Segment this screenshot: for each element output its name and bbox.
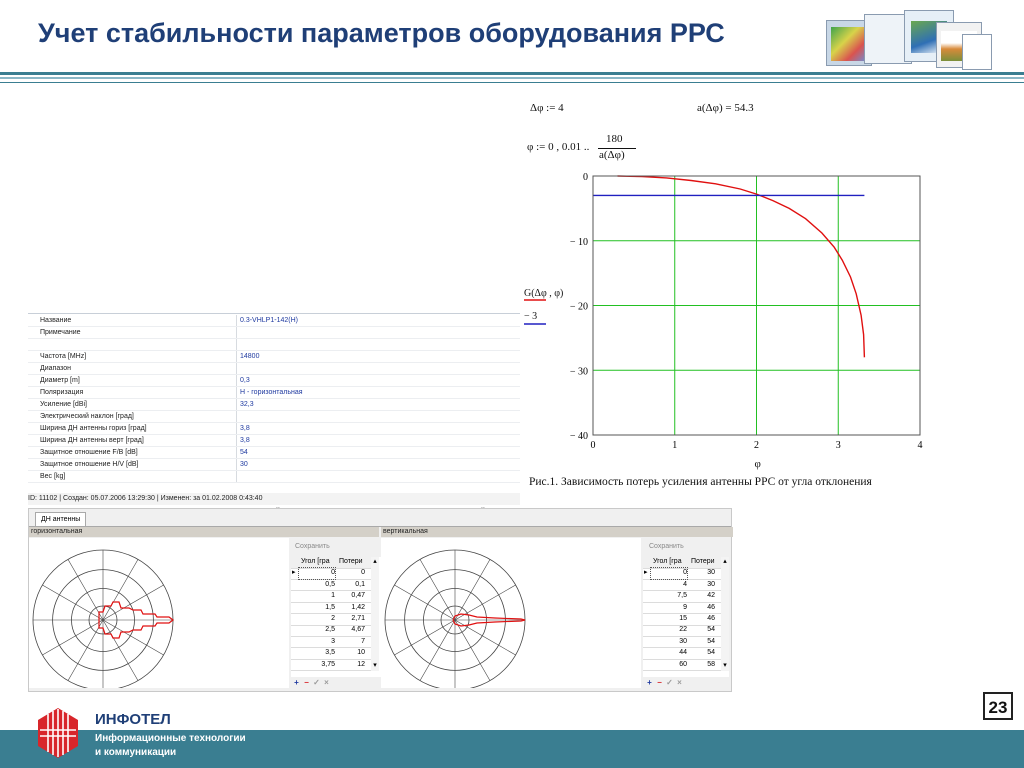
- column-separator: [236, 387, 237, 398]
- formula-a-value: a(Δφ) = 54.3: [697, 102, 754, 114]
- column-header-angle[interactable]: Угол [гра: [301, 558, 330, 565]
- table-header: [291, 557, 371, 569]
- brand-tagline-line2: и коммуникации: [95, 747, 177, 758]
- cell-angle[interactable]: 2: [331, 615, 335, 622]
- property-row[interactable]: [28, 339, 520, 351]
- y-tick-label: − 30: [569, 366, 588, 378]
- cell-angle[interactable]: 1,5: [325, 603, 335, 611]
- vertical-table-toolbar: [645, 678, 705, 688]
- property-label: Защитное отношение F/B [dB]: [40, 449, 138, 456]
- column-separator: [236, 363, 237, 374]
- property-label: Частота [MHz]: [40, 353, 87, 360]
- vertical-polar-plot: [381, 538, 641, 688]
- table-row[interactable]: [643, 660, 721, 672]
- y-tick-label: − 40: [569, 431, 588, 442]
- property-row[interactable]: [28, 375, 520, 387]
- column-separator: [236, 447, 237, 458]
- table-row[interactable]: [291, 568, 371, 580]
- table-scrollbar[interactable]: [371, 557, 379, 671]
- thumbnail-dialog: [962, 34, 992, 70]
- antenna-pattern-panel: [28, 508, 732, 692]
- property-row[interactable]: [28, 411, 520, 423]
- add-row-icon[interactable]: +: [294, 678, 299, 687]
- table-row[interactable]: [643, 625, 721, 637]
- property-value: H - горизонтальная: [240, 389, 303, 396]
- property-label: Электрический наклон [град]: [40, 413, 134, 420]
- property-value: 0,3: [240, 377, 250, 384]
- cell-loss[interactable]: 10: [357, 649, 365, 657]
- delete-row-icon[interactable]: −: [657, 678, 662, 687]
- legend-label-minus3: − 3: [524, 311, 538, 322]
- table-row[interactable]: [643, 637, 721, 649]
- property-value: 3,8: [240, 425, 250, 432]
- screenshot-thumbnails: [826, 10, 992, 72]
- table-row[interactable]: [643, 591, 721, 603]
- property-label: Поляризация: [40, 389, 84, 396]
- header-rule-dark: [0, 72, 1024, 75]
- cell-angle[interactable]: 3: [331, 637, 335, 645]
- cell-loss[interactable]: 0,47: [351, 592, 365, 600]
- cell-angle[interactable]: 30: [679, 637, 687, 645]
- scroll-down-icon[interactable]: ▾: [723, 662, 727, 669]
- column-separator: [236, 399, 237, 410]
- cell-angle[interactable]: 9: [683, 603, 687, 611]
- cell-loss[interactable]: 4,67: [351, 626, 365, 634]
- column-separator: [236, 327, 237, 338]
- property-value: 0.3-VHLP1-142(H): [240, 317, 298, 324]
- brand-tagline-line1: Информационные технологии: [95, 733, 246, 744]
- table-row[interactable]: [291, 625, 371, 637]
- cancel-icon[interactable]: ×: [677, 678, 682, 687]
- add-row-icon[interactable]: +: [647, 678, 652, 687]
- table-row[interactable]: [643, 648, 721, 660]
- table-row[interactable]: [291, 580, 371, 592]
- table-row[interactable]: [643, 603, 721, 615]
- cell-loss[interactable]: 46: [707, 603, 715, 611]
- chart-caption: Рис.1. Зависимость потерь усиления антенны РРС от угла отклонения: [529, 476, 872, 488]
- apply-icon[interactable]: ✓: [666, 678, 673, 687]
- cell-angle[interactable]: 0: [299, 568, 335, 579]
- cell-loss[interactable]: 0,1: [355, 580, 365, 588]
- property-row[interactable]: [28, 423, 520, 435]
- property-label: Название: [40, 317, 72, 324]
- column-separator: [236, 351, 237, 362]
- cell-loss[interactable]: 30: [707, 580, 715, 588]
- horizontal-pattern-table: [291, 557, 381, 677]
- delete-row-icon[interactable]: −: [304, 678, 309, 687]
- cell-loss[interactable]: 7: [361, 637, 365, 645]
- cell-angle[interactable]: 60: [679, 660, 687, 668]
- property-value: 30: [240, 461, 248, 468]
- property-row[interactable]: [28, 351, 520, 363]
- formula-delta-phi: Δφ := 4: [530, 102, 564, 114]
- column-separator: [236, 375, 237, 386]
- table-row[interactable]: [291, 660, 371, 672]
- scroll-up-icon[interactable]: ▴: [723, 558, 727, 565]
- slide-title: Учет стабильности параметров оборудования РРС: [38, 18, 725, 48]
- x-tick-label: 3: [835, 440, 841, 451]
- table-row[interactable]: [291, 648, 371, 660]
- property-label: Защитное отношение H/V [dB]: [40, 461, 139, 468]
- x-tick-label: 2: [754, 440, 759, 451]
- property-label: Примечание: [40, 329, 81, 336]
- column-separator: [236, 411, 237, 422]
- property-label: Диапазон: [40, 365, 72, 372]
- cell-angle[interactable]: 3,5: [325, 649, 335, 657]
- infotel-hexagon-logo: [34, 706, 82, 760]
- save-button-horizontal[interactable]: Сохранить: [295, 543, 330, 550]
- property-value: 3,8: [240, 437, 250, 444]
- property-label: Ширина ДН антенны гориз [град]: [40, 425, 147, 432]
- save-button-vertical[interactable]: Сохранить: [649, 543, 684, 550]
- vertical-pattern-header: вертикальная: [381, 527, 733, 537]
- horizontal-table-toolbar: [292, 678, 352, 688]
- cell-angle[interactable]: 3,75: [321, 660, 335, 668]
- property-label: Диаметр [m]: [40, 377, 80, 384]
- cell-loss[interactable]: 30: [707, 569, 715, 577]
- column-separator: [236, 435, 237, 446]
- page-number: 23: [983, 692, 1013, 720]
- y-tick-label: − 10: [569, 236, 588, 248]
- x-tick-label: 4: [917, 440, 923, 451]
- table-header: [643, 557, 721, 569]
- tab-antenna-pattern[interactable]: ДН антенны: [35, 512, 86, 526]
- header-rule-thin: [0, 82, 1024, 83]
- y-tick-label: − 20: [569, 301, 588, 313]
- property-row[interactable]: [28, 459, 520, 471]
- cell-loss[interactable]: 54: [707, 649, 715, 657]
- cell-loss[interactable]: 0: [361, 569, 365, 577]
- column-separator: [236, 339, 237, 350]
- formula-phi-range: φ := 0 , 0.01 ..: [527, 141, 590, 153]
- table-row[interactable]: [291, 614, 371, 626]
- property-row[interactable]: [28, 447, 520, 459]
- property-value: 14800: [240, 353, 260, 360]
- cell-loss[interactable]: 12: [357, 660, 365, 668]
- property-row[interactable]: [28, 471, 520, 483]
- cell-loss[interactable]: 54: [707, 637, 715, 645]
- vertical-pattern-table: [643, 557, 729, 677]
- property-row[interactable]: [28, 387, 520, 399]
- x-tick-label: 1: [672, 440, 678, 451]
- horizontal-polar-plot: [29, 538, 289, 688]
- column-separator: [236, 471, 237, 482]
- formula-numerator: 180: [606, 133, 623, 145]
- header-rule-light: [0, 77, 1024, 79]
- property-value: 54: [240, 449, 248, 456]
- property-label: Ширина ДН антенны верт [град]: [40, 437, 144, 444]
- formula-denominator: a(Δφ): [599, 149, 625, 161]
- column-separator: [236, 315, 237, 326]
- brand-name: ИНФОТЕЛ: [95, 711, 171, 728]
- current-row-marker-icon: ▸: [292, 569, 296, 577]
- y-tick-label: 0: [583, 172, 588, 183]
- table-row[interactable]: [643, 568, 721, 580]
- cell-angle[interactable]: 4: [683, 580, 687, 588]
- horizontal-pattern-header: горизонтальная: [29, 527, 379, 537]
- current-row-marker-icon: ▸: [644, 569, 648, 577]
- column-header-angle[interactable]: Угол [гра: [653, 558, 682, 565]
- column-separator: [236, 423, 237, 434]
- column-header-loss[interactable]: Потери: [339, 558, 363, 565]
- table-row[interactable]: [643, 580, 721, 592]
- cell-loss[interactable]: 46: [707, 615, 715, 622]
- property-row[interactable]: [28, 327, 520, 339]
- property-row[interactable]: [28, 363, 520, 375]
- record-status-bar: ID: 11102 | Создан: 05.07.2006 13:29:30 | Изменен: за 01.02.2008 0:43:40: [28, 493, 520, 505]
- column-separator: [236, 459, 237, 470]
- column-header-loss[interactable]: Потери: [691, 558, 715, 565]
- cell-angle[interactable]: 15: [679, 615, 687, 622]
- table-scrollbar[interactable]: [721, 557, 729, 671]
- property-row[interactable]: [28, 315, 520, 327]
- property-label: Усиление [dBi]: [40, 401, 87, 408]
- legend-label-gain: G(Δφ , φ): [524, 288, 564, 299]
- table-row[interactable]: [291, 603, 371, 615]
- cell-loss[interactable]: 2,71: [351, 615, 365, 622]
- x-tick-label: 0: [590, 440, 596, 451]
- cell-angle[interactable]: 22: [679, 626, 687, 634]
- property-row[interactable]: [28, 399, 520, 411]
- cell-angle[interactable]: 44: [679, 649, 687, 657]
- table-row[interactable]: [291, 591, 371, 603]
- property-value: 32,3: [240, 401, 254, 408]
- cell-angle[interactable]: 7,5: [677, 592, 687, 600]
- property-row[interactable]: [28, 435, 520, 447]
- cell-loss[interactable]: 54: [707, 626, 715, 634]
- gain-loss-chart: [518, 168, 938, 473]
- cell-loss[interactable]: 42: [707, 592, 715, 600]
- table-row[interactable]: [291, 637, 371, 649]
- cancel-icon[interactable]: ×: [324, 678, 329, 687]
- cell-loss[interactable]: 58: [707, 660, 715, 668]
- scroll-down-icon[interactable]: ▾: [373, 662, 377, 669]
- series-line-gain: [618, 176, 865, 357]
- cell-angle[interactable]: 0: [651, 568, 687, 579]
- cell-angle[interactable]: 1: [331, 592, 335, 600]
- cell-loss[interactable]: 1,42: [351, 603, 365, 611]
- table-row[interactable]: [643, 614, 721, 626]
- scroll-up-icon[interactable]: ▴: [373, 558, 377, 565]
- cell-angle[interactable]: 0,5: [325, 580, 335, 588]
- cell-angle[interactable]: 2,5: [325, 626, 335, 634]
- property-label: Вес [kg]: [40, 473, 66, 480]
- apply-icon[interactable]: ✓: [313, 678, 320, 687]
- x-axis-label: φ: [754, 458, 761, 470]
- antenna-properties-panel: [28, 313, 520, 494]
